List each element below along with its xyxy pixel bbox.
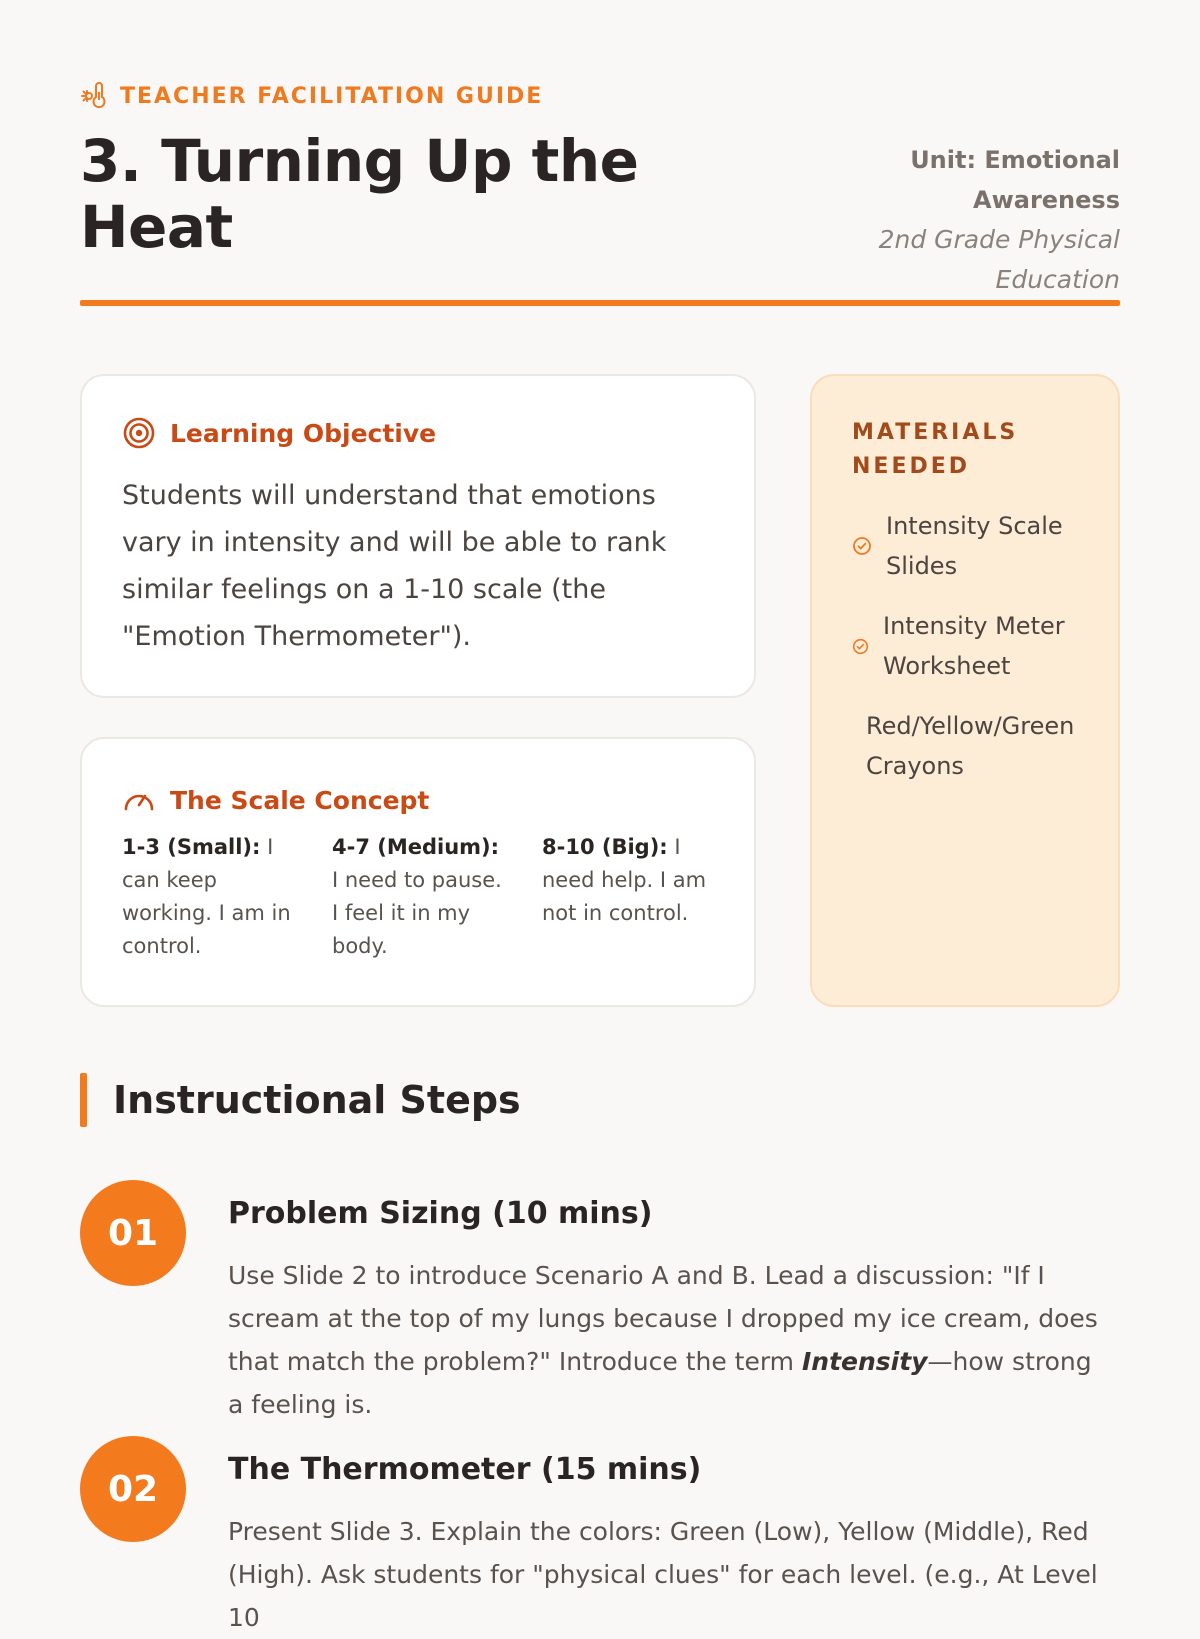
scale-range: 1-3 (Small): xyxy=(122,835,261,859)
gauge-icon xyxy=(122,783,156,817)
materials-panel xyxy=(810,374,1120,1007)
objective-card xyxy=(80,374,756,698)
material-label: Red/Yellow/Green Crayons xyxy=(866,712,1075,780)
unit-label: Unit: Emotional Awareness xyxy=(910,146,1120,214)
scale-level-small xyxy=(122,831,292,963)
scale-levels xyxy=(122,831,732,963)
step-body-text: —how strong a feeling is. xyxy=(228,1347,1092,1419)
materials-list xyxy=(852,506,1102,806)
steps-section-header xyxy=(80,1072,521,1128)
scale-range: 4-7 (Medium): xyxy=(332,835,500,859)
scale-desc: I need to pause. I feel it in my body. xyxy=(332,868,502,958)
list-item xyxy=(852,506,1102,586)
header-divider xyxy=(80,300,1120,306)
step-title: The Thermometer (15 mins) xyxy=(228,1452,702,1487)
target-icon xyxy=(122,416,156,450)
section-title: Instructional Steps xyxy=(113,1078,521,1122)
eyebrow xyxy=(80,82,543,110)
check-circle-icon xyxy=(852,536,872,556)
objective-header xyxy=(122,416,436,450)
material-label: Intensity Scale Slides xyxy=(886,512,1063,580)
step-body: Present Slide 3. Explain the colors: Green (Low), Yellow (Middle), Red (High). Ask students for "physical clues" for each level. (e.g., At Level 10 xyxy=(228,1517,1098,1632)
unit-meta xyxy=(760,140,1120,300)
step-title: Problem Sizing (10 mins) xyxy=(228,1196,653,1231)
list-item xyxy=(852,706,1102,786)
eyebrow-text: TEACHER FACILITATION GUIDE xyxy=(120,83,544,109)
list-item xyxy=(852,606,1102,686)
objective-label: Learning Objective xyxy=(170,418,437,448)
scale-label: The Scale Concept xyxy=(170,785,430,815)
scale-range: 8-10 (Big): xyxy=(542,835,668,859)
step-body-term: Intensity xyxy=(802,1347,928,1376)
step-body-text: Use Slide 2 to introduce Scenario A and B. Lead a discussion: "If I scream at the top of my lungs because I dropped my ice cream, does that match the problem?" Introduce the term xyxy=(228,1261,1098,1376)
scale-level-medium xyxy=(332,831,502,963)
materials-title: MATERIALS NEEDED xyxy=(852,420,1019,479)
step-number: 02 xyxy=(80,1436,186,1542)
scale-card xyxy=(80,737,756,1007)
page-title: 3. Turning Up the Heat xyxy=(80,127,639,261)
scale-level-big xyxy=(542,831,712,963)
section-accent-bar xyxy=(80,1073,87,1127)
check-circle-icon xyxy=(852,638,869,655)
thermometer-icon xyxy=(80,82,108,110)
scale-header xyxy=(122,783,429,817)
objective-text: Students will understand that emotions vary in intensity and will be able to rank similar feelings on a 1-10 scale (the "Emotion Thermometer"). xyxy=(122,480,667,652)
material-label: Intensity Meter Worksheet xyxy=(883,612,1065,680)
step-number: 01 xyxy=(80,1180,186,1286)
scale-desc: I need help. I am not in control. xyxy=(542,835,707,925)
grade-label: 2nd Grade Physical Education xyxy=(878,225,1120,294)
step-body xyxy=(228,1254,1108,1426)
scale-desc: I can keep working. I am in control. xyxy=(122,835,291,958)
